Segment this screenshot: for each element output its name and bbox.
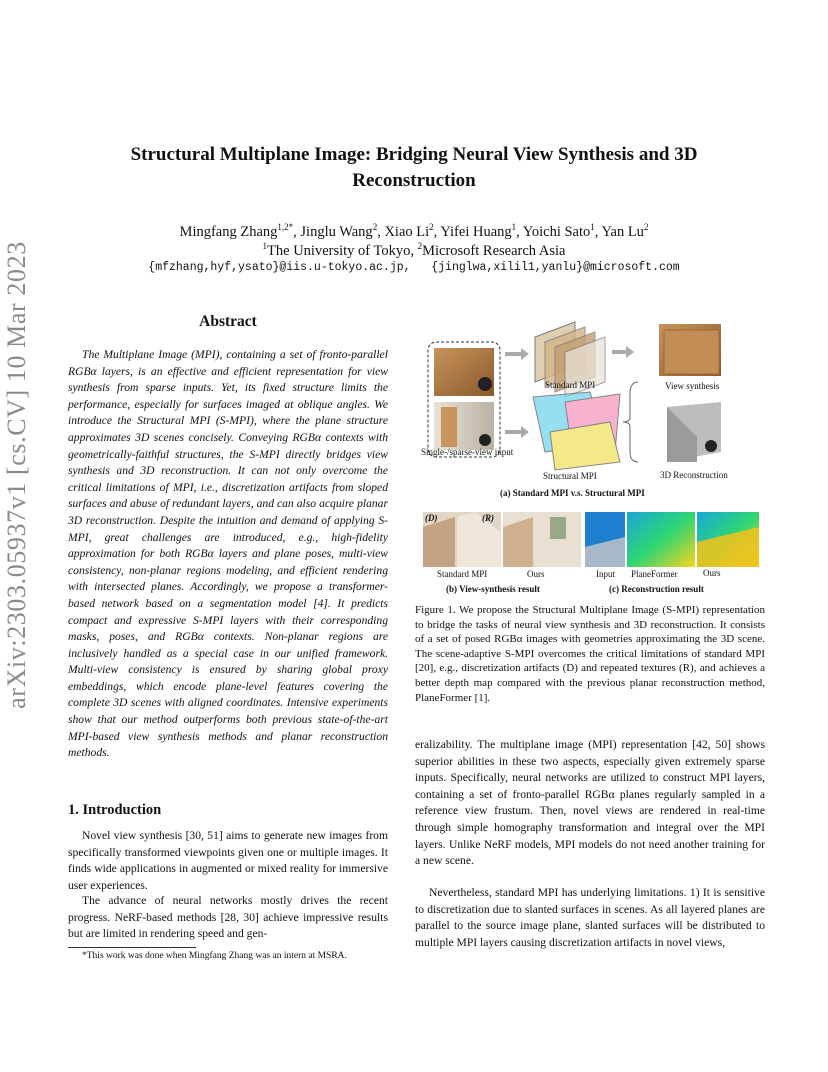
- intro-heading: 1. Introduction: [68, 802, 162, 818]
- arxiv-stamp: arXiv:2303.05937v1 [cs.CV] 10 Mar 2023: [2, 241, 31, 709]
- figure-1: [415, 312, 765, 602]
- fig-label-c-planeformer: PlaneFormer: [631, 569, 678, 579]
- fig-label-c-ours: Ours: [703, 568, 721, 578]
- fig-label-structural-mpi: Structural MPI: [543, 471, 597, 481]
- fig-label-b-ours: Ours: [527, 569, 545, 579]
- intro-paragraph-2: The advance of neural networks mostly drives the recent progress. NeRF-based methods [28, 30] achieve impressive results but are limited in rendering speed and gen-: [68, 894, 388, 941]
- figure-1-graphic: [415, 312, 765, 602]
- fig-label-d: (D): [425, 513, 438, 523]
- affiliations: $^1$The University of Tokyo, $^2$Microsoft Research Asia: [262, 241, 566, 259]
- fig-label-view-synthesis: View synthesis: [665, 381, 720, 391]
- paper-title: Structural Multiplane Image: Bridging Neural View Synthesis and 3D Reconstruction: [130, 144, 698, 191]
- fig-label-standard-mpi: Standard MPI: [545, 380, 596, 390]
- abstract-text: The Multiplane Image (MPI), containing a set of fronto-parallel RGBα layers, is an effective and efficient representation for view synthesis from sparse inputs. Yet, its fixed structure limits the performance, especially for surfaces imaged at oblique angles. We introduce the Structural MPI (S-MPI), where the plane structure approximates 3D scenes concisely. Conveying RGBα contexts with geometrically-faithful structures, the S-MPI directly bridges view synthesis and 3D reconstruction. It can not only overcome the critical limitations of MPI, i.e., discretization artifacts from sloped surfaces and abuse of redundant layers, and can also acquire planar 3D reconstruction. Despite the intuition and demand of applying S-MPI, great challenges are introduced, e.g., high-fidelity approximation for both RGBα layers and plane poses, multi-view consistency, non-planar regions modeling, and efficient rendering with intersected planes. Accordingly, we propose a transformer-based network based on a segmentation model [4]. It predicts compact and expressive S-MPI layers with their corresponding masks, poses, and RGBα contexts. Non-planar regions are inclusively handled as a special case in our unified framework. Multi-view consistency is ensured by sharing global proxy embeddings, which encode plane-level features covering the complete 3D scenes with aligned coordinates. Intensive experiments show that our method outperforms both previous state-of-the-art MPI-based view synthesis methods and planar reconstruction methods.: [68, 348, 388, 760]
- fig-label-input: Single-/sparse-view input: [421, 447, 514, 457]
- fig-label-b-standard: Standard MPI: [437, 569, 488, 579]
- fig-caption-c: (c) Reconstruction result: [609, 584, 704, 594]
- fig-label-r: (R): [482, 513, 494, 523]
- fig-caption-b: (b) View-synthesis result: [446, 584, 540, 594]
- figure-caption: Figure 1. We propose the Structural Multiplane Image (S-MPI) representation to bridge the tasks of neural view synthesis and 3D reconstruction. It consists of a set of posed RGBα images with geometries approximating the 3D scene. The scene-adaptive S-MPI overcomes the critical limitations of standard MPI [20], e.g., discretization artifacts (D) and repeated textures (R), and achieves a better depth map compared with the previous planar reconstruction method, PlaneFormer [1].: [415, 604, 765, 704]
- structural-mpi-planes: [533, 392, 620, 470]
- right-paragraph-2: Nevertheless, standard MPI has underlying limitations. 1) It is sensitive to discretization due to slanted surfaces in scenes. As all layered planes are parallel to the source image plane, slanted surfaces will be distributed to multiple MPI layers causing discretization artifacts in novel views,: [415, 886, 765, 949]
- result-planeformer: [627, 512, 695, 567]
- footnote: *This work was done when Mingfang Zhang was an intern at MSRA.: [82, 951, 347, 961]
- intro-paragraph-1: Novel view synthesis [30, 51] aims to generate new images from specifically transformed viewpoints given one or multiple images. It finds wide applications in augmented or mixed reality for immersive user experiences.: [68, 829, 388, 892]
- author-list: Mingfang Zhang$^{1,2*}$, Jinglu Wang$^2$, Xiao Li$^2$, Yifei Huang$^1$, Yoichi Sato$^1$, Yan Lu$^2$: [179, 222, 649, 240]
- fig-label-c-input: Input: [596, 569, 615, 579]
- author-emails: {mfzhang,hyf,ysato}@iis.u-tokyo.ac.jp, {jinglwa,xilil1,yanlu}@microsoft.com: [148, 261, 680, 274]
- right-paragraph-1: eralizability. The multiplane image (MPI) representation [42, 50] shows superior abilities in these two aspects, especially given extremely sparse inputs. Specifically, neural networks are utilized to construct MPI layers, containing a set of fronto-parallel RGBα planes regularly sampled in a reference view frustum. Then, novel views are rendered in real-time through simple homography transformation and integral over the MPI layers. Unlike NeRF models, MPI models do not need another training for a new scene.: [415, 738, 765, 868]
- abstract-heading: Abstract: [199, 313, 257, 330]
- footnote-rule: [68, 947, 196, 948]
- fig-caption-a: (a) Standard MPI v.s. Structural MPI: [500, 488, 645, 498]
- brace: [623, 382, 638, 462]
- fig-label-3d-reconstruction: 3D Reconstruction: [660, 470, 728, 480]
